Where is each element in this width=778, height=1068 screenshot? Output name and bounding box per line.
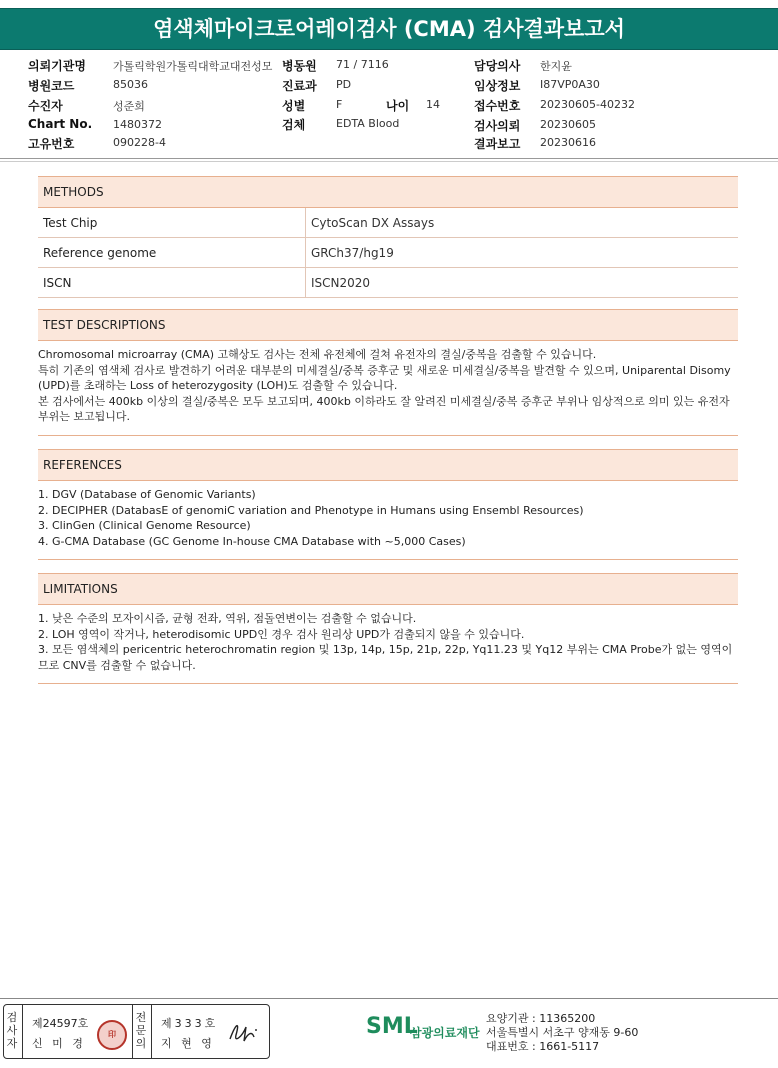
info-hospital-code: 병원코드 xyxy=(28,79,75,93)
recipient-value: 성준희 xyxy=(113,100,145,113)
description-line: 특히 기존의 염색체 검사로 발견하기 어려운 대부분의 미세결실/중복 증후군 및 새로운 미세결실/중복을 발견할 수 있으며, Uniparental Disomy (UPD)를 초래하는 Loss of heterozygosity (LOH)도 검출할 수 있습니다. xyxy=(38,363,731,392)
footer-divider xyxy=(0,998,778,999)
info-specimen: 검체 xyxy=(282,118,306,132)
methods-key: Test Chip xyxy=(38,208,306,238)
info-physician: 담당의사 xyxy=(474,59,521,73)
examiner-seal-icon: 印 xyxy=(97,1020,127,1050)
references-section xyxy=(38,449,738,560)
department-value: PD xyxy=(336,78,352,91)
divider xyxy=(0,158,778,159)
test-descriptions-heading: TEST DESCRIPTIONS xyxy=(38,309,738,341)
divider xyxy=(151,1005,152,1058)
info-sex: 성별 xyxy=(282,99,306,113)
request-date-value: 20230605 xyxy=(540,118,596,131)
description-line: Chromosomal microarray (CMA) 고해상도 검사는 전체 유전체에 걸쳐 유전자의 결실/중복을 검출할 수 있습니다. xyxy=(38,348,597,361)
specialist-label: 전문의 xyxy=(135,1011,147,1050)
list-item: 3. 모든 염색체의 pericentric heterochromatin region 및 13p, 14p, 15p, 21p, 22p, Yq11.23 및 Yq12 부위는 CMA Probe가 없는 영역이므로 CNV를 검출할 수 없습니다. xyxy=(38,643,733,672)
info-request-date: 검사의뢰 xyxy=(474,119,521,133)
sex-value: F xyxy=(336,98,343,111)
list-item: 3. ClinGen (Clinical Genome Resource) xyxy=(38,519,251,532)
phone: 대표번호 : 1661-5117 xyxy=(486,1040,600,1053)
info-report-date: 결과보고 xyxy=(474,137,521,151)
examiner-label: 검사자 xyxy=(6,1011,18,1050)
info-recipient: 수진자 xyxy=(28,99,63,113)
logo-mark: SML xyxy=(366,1014,418,1039)
methods-heading: METHODS xyxy=(38,176,738,208)
report-date-value: 20230616 xyxy=(540,136,596,149)
list-item: 4. G-CMA Database (GC Genome In-house CMA Database with ~5,000 Cases) xyxy=(38,534,466,548)
info-chart-no: Chart No. xyxy=(28,117,93,131)
limitations-body xyxy=(38,605,738,684)
signature-box xyxy=(3,1004,270,1059)
list-item: 2. DECIPHER (DatabasE of genomiC variation and Phenotype in Humans using Ensembl Resources) xyxy=(38,503,584,517)
chart-no-value: 1480372 xyxy=(113,118,162,131)
limitations-section xyxy=(38,573,738,684)
info-ward: 병동원 xyxy=(282,59,317,73)
info-unique-no: 고유번호 xyxy=(28,137,75,151)
methods-section xyxy=(38,176,738,298)
clinical-info-value: I87VP0A30 xyxy=(540,78,600,91)
physician-value: 한지윤 xyxy=(540,60,572,73)
methods-value: ISCN2020 xyxy=(306,268,739,298)
info-requesting-institution: 의뢰기관명 xyxy=(28,59,86,73)
ward-value: 71 / 7116 xyxy=(336,58,389,71)
methods-value: CytoScan DX Assays xyxy=(306,208,739,238)
footer-info xyxy=(486,1012,638,1054)
methods-key: ISCN xyxy=(38,268,306,298)
examiner-license-no: 제24597호 xyxy=(32,1017,89,1030)
examiner-name: 신 미 경 xyxy=(32,1037,86,1050)
info-receipt-no: 접수번호 xyxy=(474,99,521,113)
institution-code: 요양기관 : 11365200 xyxy=(486,1012,596,1025)
company-logo xyxy=(366,1014,480,1040)
test-descriptions-section xyxy=(38,309,738,436)
list-item: 1. 낮은 수준의 모자이시즘, 균형 전좌, 역위, 점돌연변이는 검출할 수 없습니다. xyxy=(38,612,417,625)
divider xyxy=(0,161,778,162)
specialist-name: 지 현 영 xyxy=(161,1037,215,1050)
address: 서울특별시 서초구 양재동 9-60 xyxy=(486,1026,639,1039)
list-item: 1. DGV (Database of Genomic Variants) xyxy=(38,488,256,501)
table-row xyxy=(38,208,738,238)
references-heading: REFERENCES xyxy=(38,449,738,481)
receipt-no-value: 20230605-40232 xyxy=(540,98,635,111)
info-department: 진료과 xyxy=(282,79,317,93)
info-clinical-info: 임상정보 xyxy=(474,79,521,93)
references-body xyxy=(38,481,738,560)
methods-table xyxy=(38,208,738,298)
info-age: 나이 xyxy=(386,99,410,113)
age-value: 14 xyxy=(426,98,440,111)
signature-scribble-icon xyxy=(226,1017,262,1047)
list-item: 2. LOH 영역이 작거나, heterodisomic UPD인 경우 검사 원리상 UPD가 검출되지 않을 수 있습니다. xyxy=(38,627,525,641)
methods-key: Reference genome xyxy=(38,238,306,268)
table-row xyxy=(38,268,738,298)
table-row xyxy=(38,238,738,268)
divider xyxy=(132,1005,133,1058)
description-line: 본 검사에서는 400kb 이상의 결실/중복은 모두 보고되며, 400kb 이하라도 잘 알려진 미세결실/중복 증후군 부위나 임상적으로 의미 있는 유전자 부위는 보고됩니다. xyxy=(38,394,730,423)
requesting-institution-value: 가톨릭학원가톨릭대학교대전성모 xyxy=(113,60,273,73)
specimen-value: EDTA Blood xyxy=(336,117,400,130)
specialist-license-no: 제333호 xyxy=(161,1017,219,1030)
report-title: 염색체마이크로어레이검사 (CMA) 검사결과보고서 xyxy=(0,8,778,50)
unique-no-value: 090228-4 xyxy=(113,136,166,149)
divider xyxy=(22,1005,23,1058)
test-descriptions-body xyxy=(38,341,738,436)
methods-value: GRCh37/hg19 xyxy=(306,238,739,268)
hospital-code-value: 85036 xyxy=(113,78,148,91)
limitations-heading: LIMITATIONS xyxy=(38,573,738,605)
logo-name: 삼광의료재단 xyxy=(410,1026,480,1040)
